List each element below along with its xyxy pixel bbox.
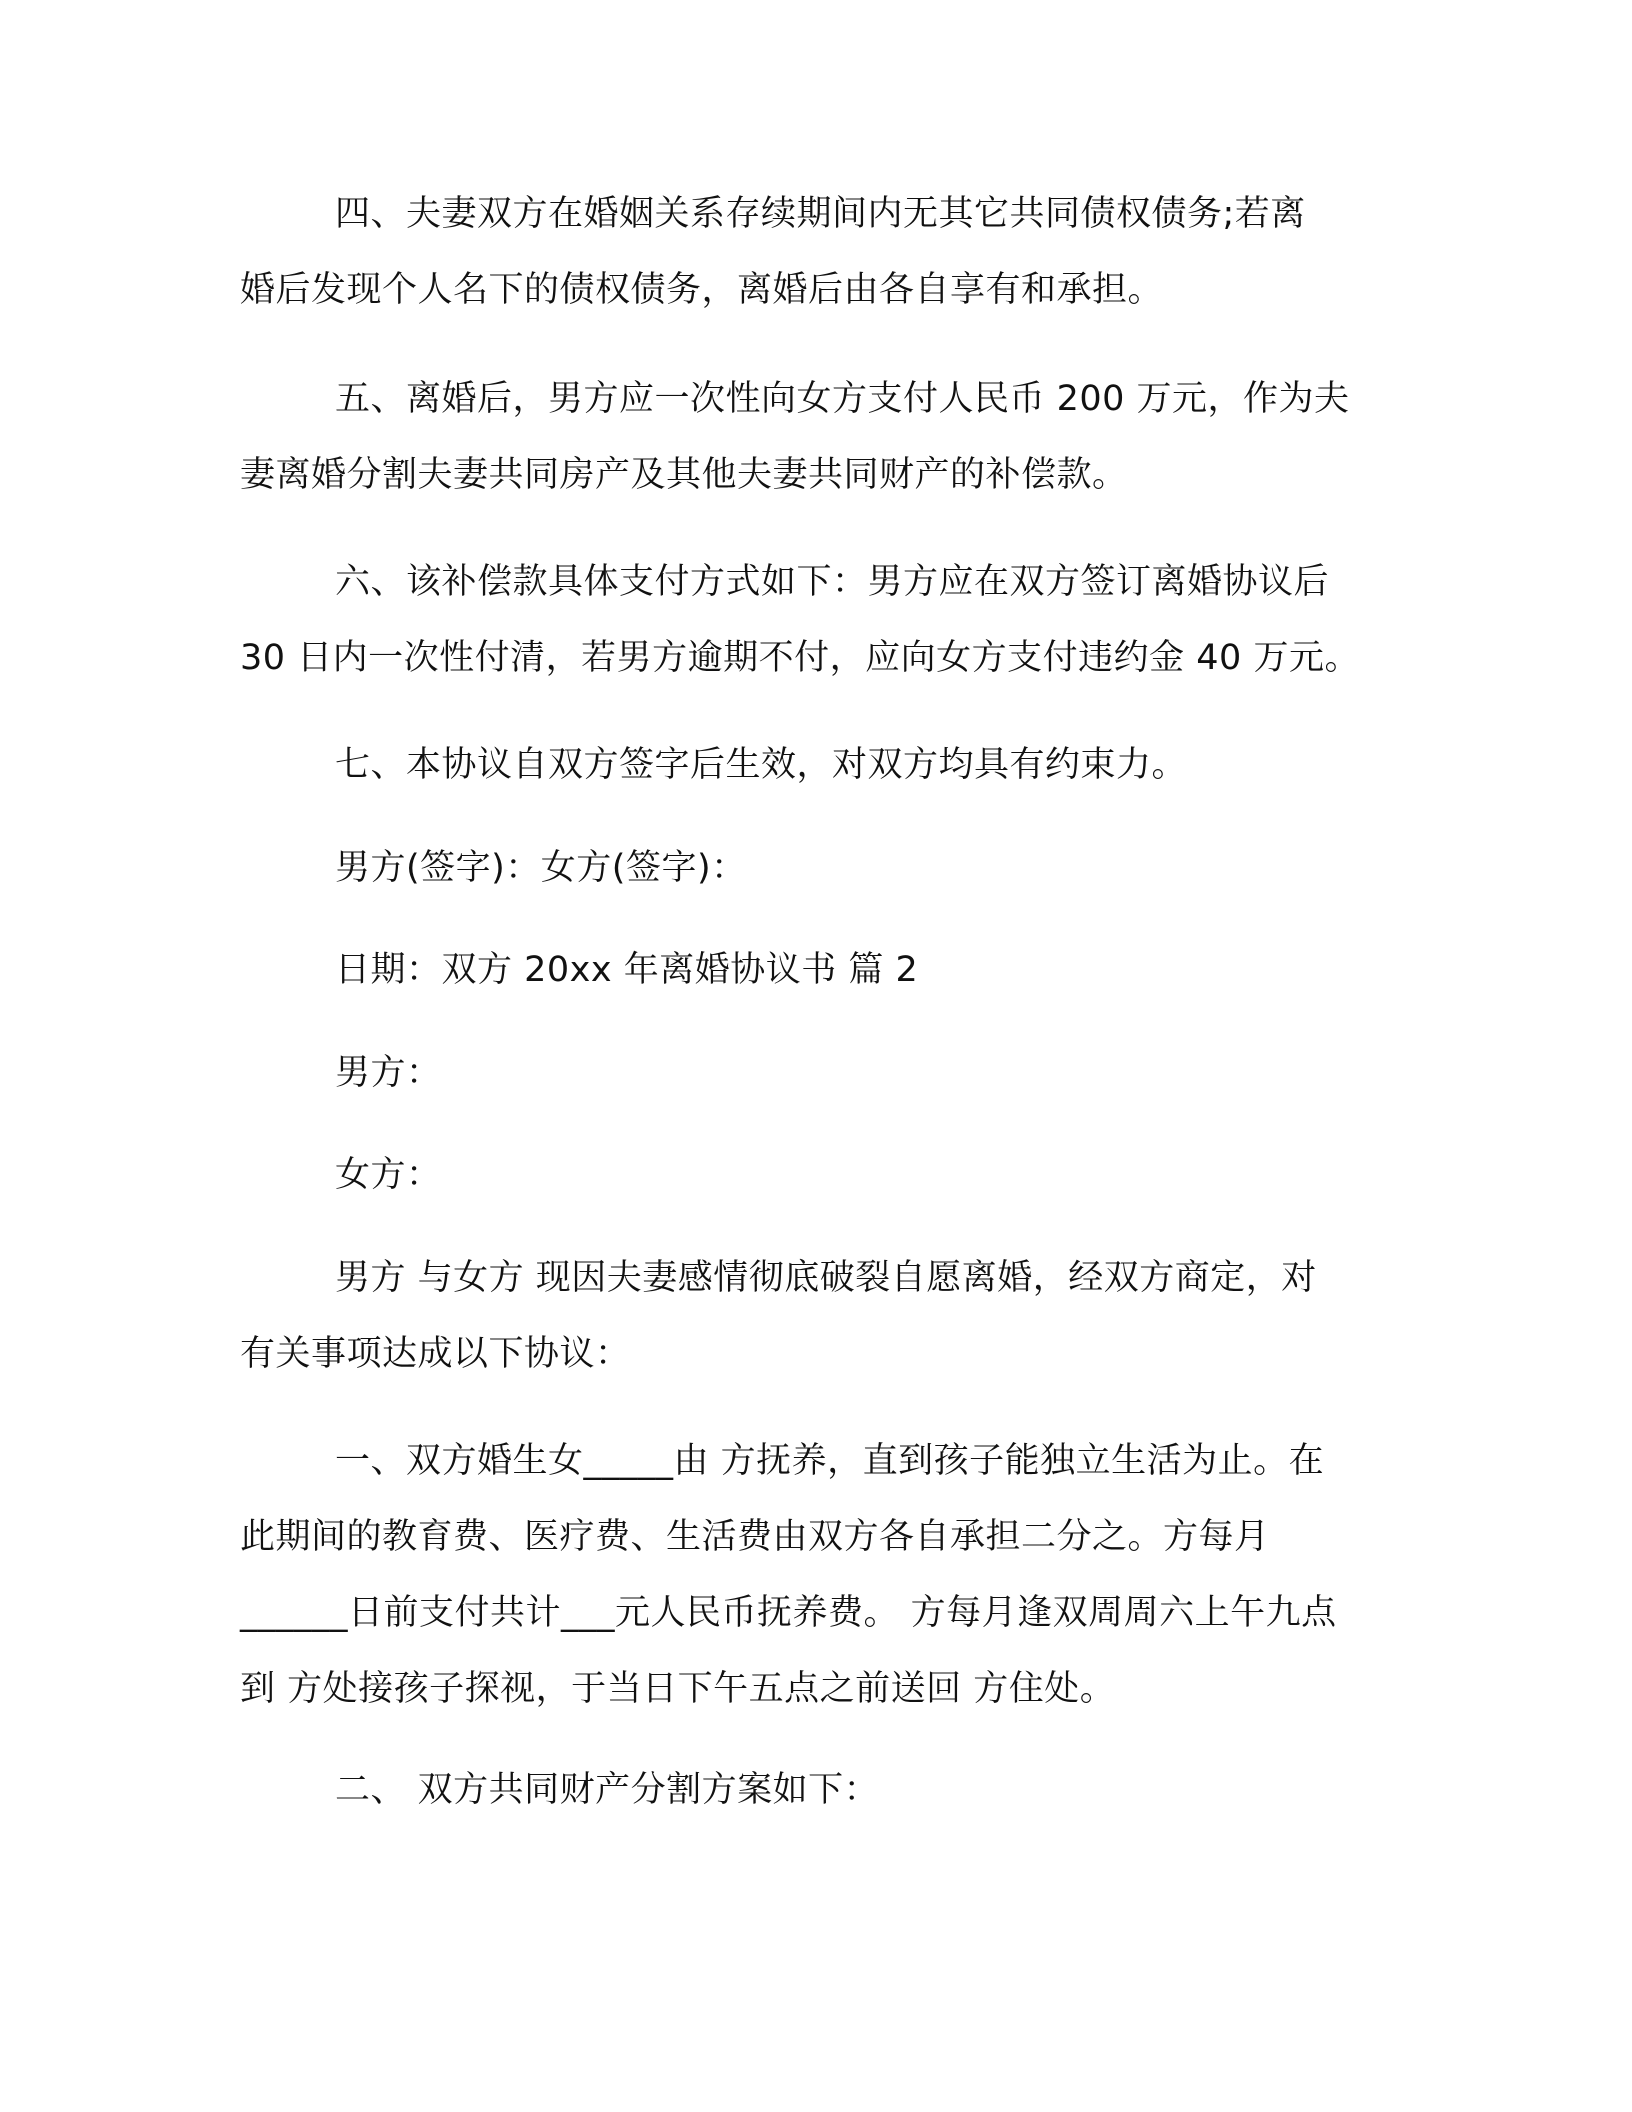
clause-five <box>240 361 1380 513</box>
agreement-intro-line-1: 男方 与女方 现因夫妻感情彻底破裂自愿离婚，经双方商定，对 <box>335 1258 1317 1298</box>
agreement-intro <box>240 1240 1380 1392</box>
clause-seven-line-1: 七、本协议自双方签字后生效，对双方均具有约束力。 <box>335 745 1188 785</box>
clause-four-line-1: 四、夫妻双方在婚姻关系存续期间内无其它共同债权债务;若离 <box>335 194 1306 234</box>
male-party-line <box>240 1035 1380 1111</box>
clause-one-line-1: 一、双方婚生女_____由 方抚养，直到孩子能独立生活为止。在 <box>335 1441 1325 1481</box>
clause-five-line-2: 妻离婚分割夫妻共同房产及其他夫妻共同财产的补偿款。 <box>240 455 1128 495</box>
clause-five-line-1: 五、离婚后，男方应一次性向女方支付人民币 200 万元，作为夫 <box>335 379 1350 419</box>
signature-line-text: 男方(签字)：女方(签字)： <box>335 848 747 888</box>
date-line-text: 日期：双方 20xx 年离婚协议书 篇 2 <box>335 950 919 990</box>
clause-one-custody <box>240 1423 1380 1727</box>
clause-one-line-3: ______日前支付共计___元人民币抚养费。 方每月逢双周周六上午九点 <box>240 1593 1337 1633</box>
clause-seven <box>240 727 1380 803</box>
date-line <box>240 932 1380 1008</box>
clause-six-line-2: 30 日内一次性付清，若男方逾期不付，应向女方支付违约金 40 万元。 <box>240 638 1360 678</box>
agreement-intro-line-2: 有关事项达成以下协议： <box>240 1334 631 1374</box>
female-party-line <box>240 1137 1380 1213</box>
clause-six <box>240 544 1380 696</box>
clause-six-line-1: 六、该补偿款具体支付方式如下：男方应在双方签订离婚协议后 <box>335 562 1330 602</box>
clause-two-property <box>240 1752 1380 1828</box>
clause-four <box>240 176 1380 328</box>
clause-four-line-2: 婚后发现个人名下的债权债务，离婚后由各自享有和承担。 <box>240 270 1164 310</box>
clause-two-line-1: 二、 双方共同财产分割方案如下： <box>335 1770 880 1810</box>
female-party-label: 女方： <box>335 1155 442 1195</box>
clause-one-line-2: 此期间的教育费、医疗费、生活费由双方各自承担二分之。方每月 <box>240 1517 1270 1557</box>
male-party-label: 男方： <box>335 1053 442 1093</box>
clause-one-line-4: 到 方处接孩子探视，于当日下午五点之前送回 方住处。 <box>240 1669 1116 1709</box>
signature-line <box>240 830 1380 906</box>
